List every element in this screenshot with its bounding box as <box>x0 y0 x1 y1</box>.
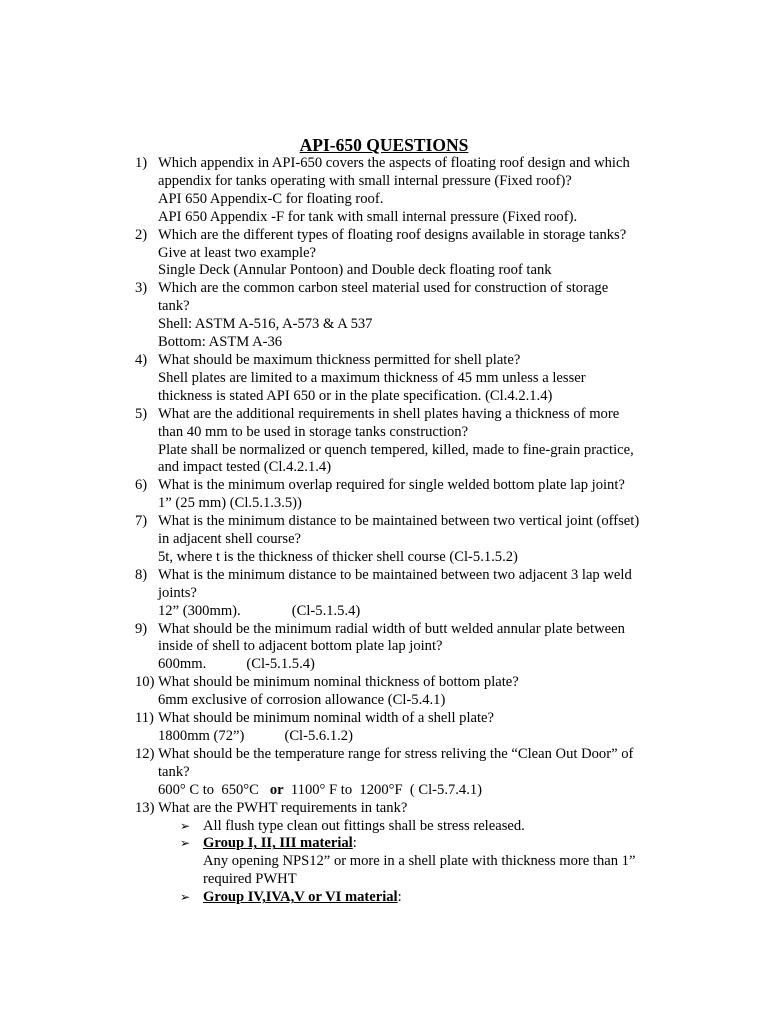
answer-text: 6mm exclusive of corrosion allowance (Cl-5.4.1) <box>158 692 446 709</box>
question-body <box>158 280 665 352</box>
answer-text: API 650 Appendix-C for floating roof. <box>158 190 384 207</box>
question-number: 1) <box>135 155 148 171</box>
answer-text <box>158 782 665 800</box>
question-text: tank? <box>158 298 190 315</box>
question-body <box>158 710 665 746</box>
question-number: 9) <box>135 620 148 637</box>
bullet-heading-line <box>203 889 665 907</box>
question-item <box>135 674 665 710</box>
question-text: What are the additional requirements in shell plates having a thickness of more <box>158 405 620 422</box>
answer-text: Plate shall be normalized or quench tempered, killed, made to fine-grain practice, <box>158 441 634 458</box>
question-number: 5) <box>135 405 148 422</box>
answer-text: Single Deck (Annular Pontoon) and Double deck floating roof tank <box>158 262 552 279</box>
question-item <box>135 710 665 746</box>
page-title: API-650 QUESTIONS <box>299 135 469 155</box>
question-text: What should be minimum nominal thickness of bottom plate? <box>158 674 519 691</box>
question-text: What should be the temperature range for stress reliving the “Clean Out Door” of <box>158 745 634 762</box>
answer-text: Shell plates are limited to a maximum thickness of 45 mm unless a lesser <box>158 369 586 386</box>
question-text: in adjacent shell course? <box>158 531 302 548</box>
question-text: What should be minimum nominal width of a shell plate? <box>158 710 494 727</box>
answer-text: 1” (25 mm) (Cl.5.1.3.5)) <box>158 495 302 512</box>
bullet-heading: Group I, II, III material <box>203 835 353 852</box>
question-body <box>158 621 665 675</box>
question-body <box>158 746 665 800</box>
bullet-heading-suffix: : <box>352 835 357 852</box>
answer-text: thickness is stated API 650 or in the plate specification. (Cl.4.2.1.4) <box>158 387 553 404</box>
bullet-item <box>180 835 665 889</box>
question-body <box>158 227 665 281</box>
question-number: 8) <box>135 566 148 583</box>
question-item <box>135 155 665 227</box>
bullet-list <box>180 818 665 908</box>
arrow-bullet-icon: ➢ <box>180 818 191 833</box>
question-text: joints? <box>158 584 197 601</box>
bullet-text: required PWHT <box>203 871 297 888</box>
question-text: What should be maximum thickness permitted for shell plate? <box>158 351 521 368</box>
question-number: 12) <box>135 745 155 762</box>
question-list <box>135 155 665 907</box>
answer-text: Bottom: ASTM A-36 <box>158 334 283 351</box>
question-item <box>135 567 665 621</box>
bullet-item <box>180 889 665 907</box>
bullet-body <box>203 835 665 889</box>
question-number: 6) <box>135 477 148 494</box>
question-body <box>158 406 665 478</box>
answer-text: Shell: ASTM A-516, A-573 & A 537 <box>158 316 373 333</box>
question-number: 13) <box>135 799 155 816</box>
bullet-heading-suffix: : <box>397 889 402 906</box>
question-body <box>158 155 665 227</box>
question-text: than 40 mm to be used in storage tanks construction? <box>158 423 469 440</box>
question-item <box>135 227 665 281</box>
bullet-text: All flush type clean out fittings shall be stress released. <box>203 817 525 834</box>
question-body <box>158 352 665 406</box>
answer-text: 600mm. (Cl-5.1.5.4) <box>158 656 315 673</box>
answer-text: and impact tested (Cl.4.2.1.4) <box>158 459 332 476</box>
question-item <box>135 800 665 907</box>
answer-text: API 650 Appendix -F for tank with small internal pressure (Fixed roof). <box>158 208 578 225</box>
question-body <box>158 477 665 513</box>
question-body <box>158 567 665 621</box>
question-number: 7) <box>135 513 148 530</box>
arrow-bullet-icon: ➢ <box>180 890 191 905</box>
temp-range-celsius: 600° C to 650°C <box>158 781 270 798</box>
bullet-text: Any opening NPS12” or more in a shell plate with thickness more than 1” <box>203 853 636 870</box>
question-text: Give at least two example? <box>158 244 317 261</box>
question-body <box>158 513 665 567</box>
bullet-heading-line <box>203 835 665 853</box>
arrow-bullet-icon: ➢ <box>180 836 191 851</box>
question-text: Which are the different types of floating roof designs available in storage tanks? <box>158 226 627 243</box>
question-number: 11) <box>135 710 154 727</box>
answer-text: 5t, where t is the thickness of thicker shell course (Cl-5.1.5.2) <box>158 548 518 565</box>
question-text: tank? <box>158 763 190 780</box>
question-number: 3) <box>135 280 148 297</box>
question-text: What is the minimum distance to be maintained between two vertical joint (offset) <box>158 513 640 530</box>
question-number: 4) <box>135 351 148 368</box>
question-text: Which appendix in API-650 covers the aspects of floating roof design and which <box>158 155 630 171</box>
question-number: 10) <box>135 674 155 691</box>
question-text: What is the minimum overlap required for single welded bottom plate lap joint? <box>158 477 625 494</box>
bullet-heading: Group IV,IVA,V or VI material <box>203 889 398 906</box>
bullet-body <box>203 889 665 907</box>
question-body <box>158 674 665 710</box>
answer-text: 1800mm (72”) (Cl-5.6.1.2) <box>158 728 353 744</box>
question-item <box>135 746 665 800</box>
question-body <box>158 800 665 907</box>
temp-range-or: or <box>269 781 284 798</box>
answer-text: 12” (300mm). (Cl-5.1.5.4) <box>158 602 361 619</box>
question-text: appendix for tanks operating with small internal pressure (Fixed roof)? <box>158 172 572 189</box>
question-text: What should be the minimum radial width of butt welded annular plate between <box>158 620 625 637</box>
question-item <box>135 406 665 478</box>
question-number: 2) <box>135 226 148 243</box>
question-item <box>135 280 665 352</box>
temp-range-fahrenheit: 1100° F to 1200°F ( Cl-5.7.4.1) <box>283 781 483 798</box>
question-text: What are the PWHT requirements in tank? <box>158 799 408 816</box>
bullet-item <box>180 818 665 836</box>
question-text: inside of shell to adjacent bottom plate lap joint? <box>158 638 443 655</box>
question-text: What is the minimum distance to be maintained between two adjacent 3 lap weld <box>158 566 632 583</box>
question-item <box>135 621 665 675</box>
question-text: Which are the common carbon steel material used for construction of storage <box>158 280 609 297</box>
question-item <box>135 477 665 513</box>
question-item <box>135 352 665 406</box>
question-item <box>135 513 665 567</box>
